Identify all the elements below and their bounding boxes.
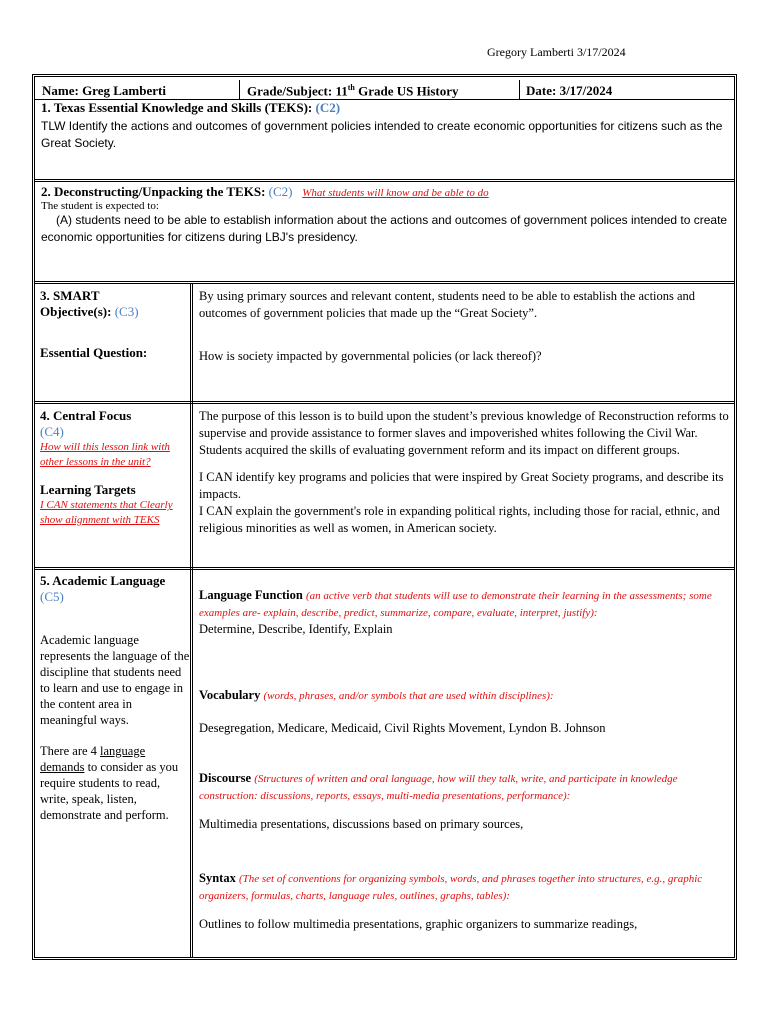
vocabulary-value: Desegregation, Medicare, Medicaid, Civil Rights Movement, Lyndon B. Johnson [199,721,606,735]
vocab-label: Vocabulary [199,688,264,702]
academic-desc: Academic language represents the language of the discipline that students need to learn and use to engage in the content area in meaningful ways. [40,633,190,727]
learning-target-1: I CAN identify key programs and policies that were inspired by Great Society programs, and describe its impacts. [199,470,724,501]
grade-prefix: Grade/Subject: 11 [247,83,348,99]
disc-label: Discourse [199,771,255,785]
divider [35,281,734,284]
grade-sup: th [347,83,355,92]
smart-left [40,288,190,361]
academic-right [199,587,734,932]
focus-hint: How will this lesson link with other lessons in the unit? [40,441,170,468]
divider [519,80,520,99]
central-focus-text: The purpose of this lesson is to build upon the student’s previous knowledge of Reconstruction reforms to supervise and provide assistance to former slaves and impoverished whites following the Civil War. Students acquired the skills of evaluating government reform and its impact on different groups. [199,409,729,457]
unpacking-title: 2. Deconstructing/Unpacking the TEKS: [41,184,269,199]
grade-suffix: Grade US History [354,83,459,99]
teks-tag: (C2) [315,100,341,115]
smart-right [199,288,729,365]
unpacking-hint: What students will know and be able to do [302,187,489,199]
learning-targets-hint: I CAN statements that Clearly show alignment with TEKS [40,499,173,526]
author-date-header: Gregory Lamberti 3/17/2024 [487,45,626,59]
teks-title: 1. Texas Essential Knowledge and Skills (TEKS): [41,100,316,115]
divider [35,567,734,570]
divider [35,179,734,182]
demands-pre: There are 4 [40,744,101,758]
focus-right [199,408,729,537]
learning-targets-label: Learning Targets [40,482,136,497]
disc-hint: (Structures of written and oral language, how will they talk, write, and participate in knowledge construction: discussions, reports, essays, multi-media presentations, performance): [199,773,678,802]
syntax-value: Outlines to follow multimedia presentations, graphic organizers to summarize readings, [199,917,638,931]
language-demands [40,743,190,823]
unpacking-intro: The student is expected to: [41,200,159,212]
syntax-label: Syntax [199,871,239,885]
vocabulary [199,687,734,704]
lf-label: Language Function [199,588,306,602]
focus-left [40,408,188,528]
lf-hint: (an active verb that students will use to demonstrate their learning in the assessments; some examples are- explain, describe, predict, summarize, compare, evaluate, interpret, justify): [199,590,712,619]
focus-tag: (C4) [40,424,64,439]
column-divider [190,284,193,957]
smart-tag: (C3) [114,304,139,319]
syntax-hint: (The set of conventions for organizing symbols, words, and phrases together into structures, e.g., graphic organizers, formulas, charts, language rules, outlines, graphs, tables): [199,873,703,902]
vocab-hint: (words, phrases, and/or symbols that are used within disciplines): [263,690,554,702]
grade-subject-field [247,83,459,99]
section-unpacking [35,184,734,284]
smart-title-2 [40,304,190,320]
focus-title: 4. Central Focus [40,408,132,423]
unpacking-body: (A) students need to be able to establish information about the actions and outcomes of government polices intended to create economic opportunities for citizens during LBJ's presidency. [41,213,728,244]
academic-title: 5. Academic Language [40,573,166,588]
date-field: Date: 3/17/2024 [526,83,613,98]
teks-heading [41,100,728,116]
eq-label: Essential Question: [40,345,148,360]
academic-left [40,573,190,823]
name-field: Name: Greg Lamberti [42,83,166,98]
unpacking-tag: (C2) [268,184,293,199]
section-teks [35,100,734,182]
teks-body: TLW Identify the actions and outcomes of government policies intended to create economic opportunities for citizens such as the Great Society. [41,119,723,150]
demands-post: to consider as you require students to read, write, speak, listen, demonstrate and perform. [40,760,179,822]
essential-question: How is society impacted by governmental policies (or lack thereof)? [199,349,542,363]
language-function [199,587,734,621]
unpacking-heading [41,184,728,200]
smart-label: Objective(s): [40,304,115,319]
language-function-value: Determine, Describe, Identify, Explain [199,622,393,636]
discourse-value: Multimedia presentations, discussions based on primary sources, [199,817,524,831]
smart-title-1: 3. SMART [40,288,100,303]
syntax [199,870,734,904]
academic-tag: (C5) [40,589,64,604]
demands-link: language demands [40,744,146,774]
divider [35,401,734,404]
lesson-plan-table [32,74,737,960]
discourse [199,770,734,804]
smart-objective: By using primary sources and relevant content, students need to be able to establish the actions and outcomes of government policies that made up the “Great Society”. [199,289,696,320]
divider [239,80,240,99]
learning-target-2: I CAN explain the government's role in expanding political rights, including those for racial, ethnic, and religious minorities as well as women, in American society. [199,504,720,535]
